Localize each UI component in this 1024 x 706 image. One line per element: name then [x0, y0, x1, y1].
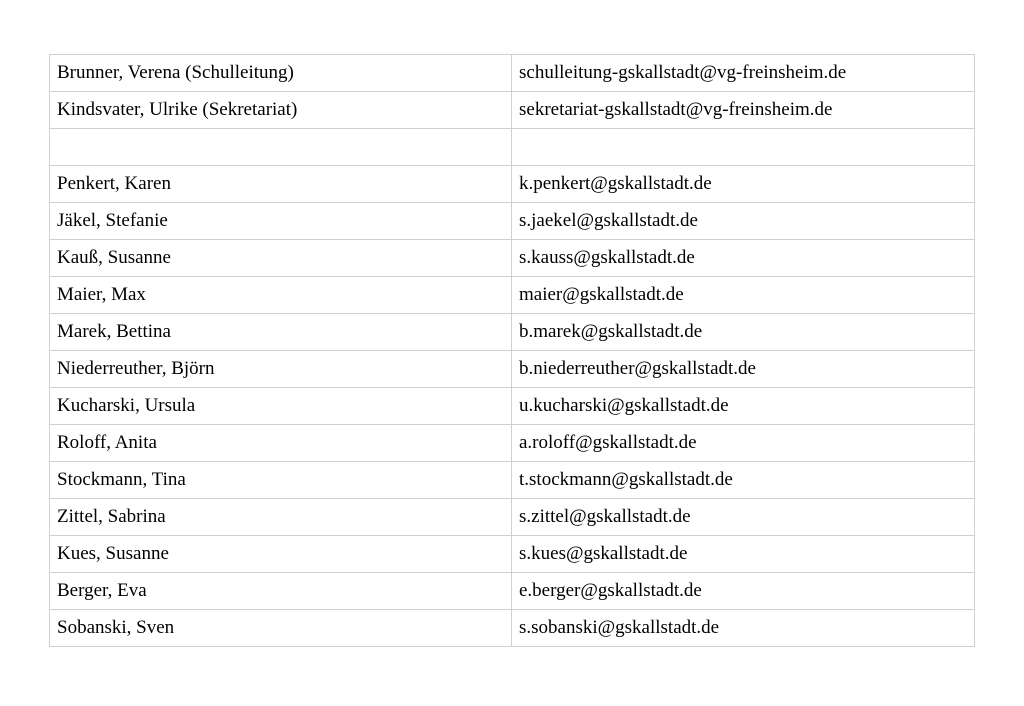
name-cell: Kindsvater, Ulrike (Sekretariat) [50, 92, 512, 129]
table-row [50, 499, 975, 536]
table-row [50, 573, 975, 610]
name-cell: Brunner, Verena (Schulleitung) [50, 55, 512, 92]
table-row [50, 166, 975, 203]
email-cell: t.stockmann@gskallstadt.de [512, 462, 975, 499]
email-cell: b.niederreuther@gskallstadt.de [512, 351, 975, 388]
name-cell [50, 129, 512, 166]
table-row [50, 462, 975, 499]
email-cell: s.kues@gskallstadt.de [512, 536, 975, 573]
email-cell: s.zittel@gskallstadt.de [512, 499, 975, 536]
name-cell: Zittel, Sabrina [50, 499, 512, 536]
table-row [50, 425, 975, 462]
email-cell: maier@gskallstadt.de [512, 277, 975, 314]
name-cell: Sobanski, Sven [50, 610, 512, 647]
name-cell: Marek, Bettina [50, 314, 512, 351]
email-cell [512, 129, 975, 166]
name-cell: Penkert, Karen [50, 166, 512, 203]
table-row [50, 351, 975, 388]
email-cell: s.sobanski@gskallstadt.de [512, 610, 975, 647]
table-row [50, 388, 975, 425]
email-cell: e.berger@gskallstadt.de [512, 573, 975, 610]
name-cell: Roloff, Anita [50, 425, 512, 462]
email-cell: k.penkert@gskallstadt.de [512, 166, 975, 203]
email-cell: s.jaekel@gskallstadt.de [512, 203, 975, 240]
email-cell: sekretariat-gskallstadt@vg-freinsheim.de [512, 92, 975, 129]
table-row [50, 129, 975, 166]
table-row [50, 203, 975, 240]
table-row [50, 277, 975, 314]
name-cell: Kues, Susanne [50, 536, 512, 573]
name-cell: Jäkel, Stefanie [50, 203, 512, 240]
table-row [50, 240, 975, 277]
name-cell: Stockmann, Tina [50, 462, 512, 499]
name-cell: Maier, Max [50, 277, 512, 314]
contact-table [49, 54, 975, 647]
name-cell: Kucharski, Ursula [50, 388, 512, 425]
email-cell: schulleitung-gskallstadt@vg-freinsheim.de [512, 55, 975, 92]
table-row [50, 536, 975, 573]
table-row [50, 610, 975, 647]
contact-table-body [50, 55, 975, 647]
email-cell: b.marek@gskallstadt.de [512, 314, 975, 351]
email-cell: s.kauss@gskallstadt.de [512, 240, 975, 277]
name-cell: Kauß, Susanne [50, 240, 512, 277]
name-cell: Berger, Eva [50, 573, 512, 610]
table-row [50, 92, 975, 129]
name-cell: Niederreuther, Björn [50, 351, 512, 388]
table-row [50, 314, 975, 351]
email-cell: a.roloff@gskallstadt.de [512, 425, 975, 462]
table-row [50, 55, 975, 92]
email-cell: u.kucharski@gskallstadt.de [512, 388, 975, 425]
